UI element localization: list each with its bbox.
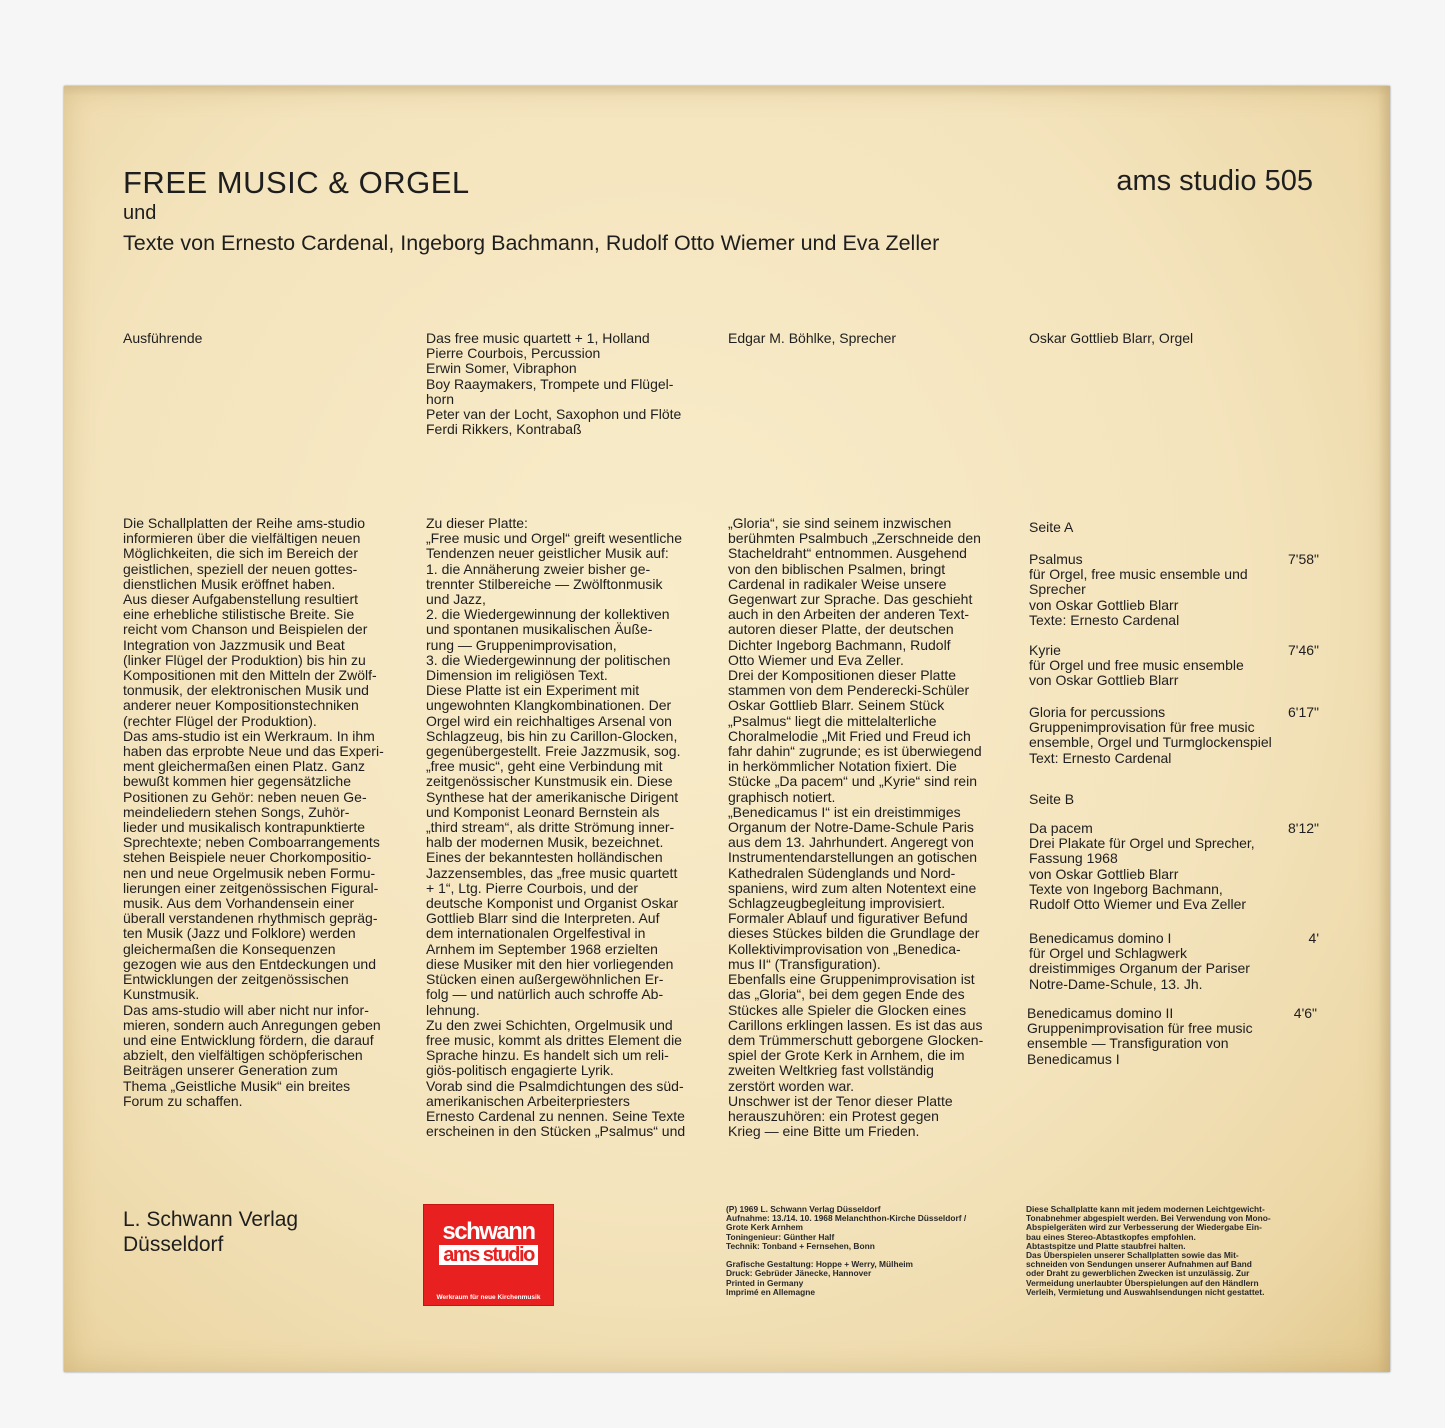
track-description: für Orgel, free music ensemble und Sprecher von Oskar Gottlieb Blarr Texte: Ernesto Cardenal [1029,566,1248,628]
track-title: Benedicamus domino II [1027,1005,1174,1021]
catalog-number: ams studio 505 [1116,165,1313,197]
liner-notes-col2: Zu dieser Platte: „Free music und Orgel“ greift wesentliche Tendenzen neuer geistlicher Musik auf: 1. die Annäherung zweier bisher ge- trennter Stilbereiche — Zwölftonmusik und Jazz, 2. die Wiedergewinnung der kollektiven und spontanen musikalischen Äuße- rung — Gruppenimprovisation, 3. die Wiedergewinnung der politischen Dimension im religiösen Text. Diese Platte ist ein Experiment mit ungewohnten Klangkombinationen. Der Orgel wird ein reichhaltiges Arsenal von Schlagzeug, bis hin zu Carillon-Glocken, gegenübergestellt. Freie Jazzmusik, sog. „free music“, geht eine Verbindung mit zeitgenössischer Kunstmusik ein. Diese Synthese hat der amerikanische Dirigent und Komponist Leonard Bernstein als „third stream“, als dritte Strömung inner- halb der modernen Musik, bezeichnet. Eines der bekanntesten holländischen Jazzensembles, das „free music quartett + 1“, Ltg. Pierre Courbois, und der deutsche Komponist und Organist Oskar Gottlieb Blarr sind die Interpreten. Auf dem internationalen Orgelfestival in Arnhem im September 1968 erzielten diese Musiker mit den hier vorliegenden Stücken einen außergewöhnlichen Er- folg — und natürlich auch schroffe Ab- lehnung. Zu den zwei Schichten, Orgelmusik und free music, kommt als drittes Element die Sprache hinzu. Es handelt sich um reli- giös-politisch engagierte Lyrik. Vorab sind die Psalmdichtungen des süd- amerikanischen Arbeiterpriesters Ernesto Cardenal zu nennen. Seine Texte erscheinen in den Stücken „Psalmus“ und [426,515,686,1140]
album-subtitle: Texte von Ernesto Cardenal, Ingeborg Bachmann, Rudolf Otto Wiemer und Eva Zeller [123,231,940,255]
performers-speaker: Edgar M. Böhlke, Sprecher [728,330,897,346]
side-b-heading: Seite B [1029,791,1075,807]
track-item [1029,705,1319,766]
logo-tagline: Werkraum für neue Kirchenmusik [436,1294,541,1301]
side-a-heading: Seite A [1029,519,1074,535]
track-duration: 8'12" [1287,820,1319,836]
track-item [1029,931,1319,992]
track-title: Benedicamus domino I [1029,930,1172,946]
title-conjunction: und [123,202,157,224]
liner-notes-col3: „Gloria“, sie sind seinem inzwischen berühmten Psalmbuch „Zerschneide den Stacheldraht“ entnommen. Ausgehend von den biblischen Psalmen, bringt Cardenal in radikaler Weise unsere Gegenwart zur Sprache. Das geschieht auch in den Arbeiten der anderen Text- autoren dieser Platte, der deutschen Dichter Ingeborg Bachmann, Rudolf Otto Wiemer und Eva Zeller. Drei der Kompositionen dieser Platte stammen von dem Penderecki-Schüler Oskar Gottlieb Blarr. Seinem Stück „Psalmus“ liegt die mittelalterliche Choralmelodie „Mit Fried und Freud ich fahr dahin“ zugrunde; es ist überwiegend in herkömmlicher Notation fixiert. Die Stücke „Da pacem“ und „Kyrie“ sind rein graphisch notiert. „Benedicamus I“ ist ein dreistimmiges Organum der Notre-Dame-Schule Paris aus dem 13. Jahrhundert. Angeregt von Instrumentendarstellungen an gotischen Kathedralen Südenglands und Nord- spaniens, wird zum alten Notentext eine Schlagzeugbegleitung improvisiert. Formaler Ablauf und figurativer Befund dieses Stückes bilden die Grundlage der Kollektivimprovisation von „Benedica- mus II“ (Transfiguration). Ebenfalls eine Gruppenimprovisation ist das „Gloria“, bei dem gegen Ende des Stückes alle Spieler die Glocken eines Carillons erklingen lassen. Es ist das aus dem Trümmerschutt geborgene Glocken- spiel der Grote Kerk in Arnhem, die im zweiten Weltkrieg fast vollständig zerstört worden war. Unschwer ist der Tenor dieser Platte herauszuhören: ein Protest gegen Krieg — eine Bitte um Frieden. [728,515,984,1140]
performers-organ: Oskar Gottlieb Blarr, Orgel [1029,330,1194,346]
album-back-cover [64,86,1390,1372]
track-description: Gruppenimprovisation für free music ensemble, Orgel und Turmglockenspiel Text: Ernesto Cardenal [1029,719,1272,766]
production-credits: (P) 1969 L. Schwann Verlag Düsseldorf Aufnahme: 13./14. 10. 1968 Melanchthon-Kirche Düsseldorf / Grote Kerk Arnhem Toningenieur: Günther Half Technik: Tonband + Fernsehen, Bonn Grafische Gestaltung: Hoppe + Werry, Mülheim Druck: Gebrüder Jänecke, Hannover Printed in Germany Imprimé en Allemagne [726,1204,967,1297]
track-description: Gruppenimprovisation für free music ensemble — Transfiguration von Benedicamus I [1027,1020,1253,1067]
logo-text-schwann: schwann [442,1218,535,1245]
track-duration: 6'17" [1287,704,1319,720]
track-title: Kyrie [1029,642,1061,658]
schwann-ams-studio-logo [423,1204,554,1306]
track-item [1029,821,1319,912]
track-duration: 7'58" [1287,551,1319,567]
track-duration: 4'6" [1293,1005,1317,1021]
logo-text-ams-studio: ams studio [439,1245,538,1265]
track-title: Da pacem [1029,820,1093,836]
track-description: Drei Plakate für Orgel und Sprecher, Fassung 1968 von Oskar Gottlieb Blarr Texte von Ingeborg Bachmann, Rudolf Otto Wiemer und Eva Zeller [1029,835,1255,913]
track-description: für Orgel und free music ensemble von Oskar Gottlieb Blarr [1029,657,1244,689]
performers-label: Ausführende [123,330,203,346]
playback-notice: Diese Schallplatte kann mit jedem modernen Leichtgewicht- Tonabnehmer abgespielt werden. Bei Verwendung von Mono- Abspielgeräten wird zur Verbesserung der Wiedergabe Ein- bau eines Stereo-Abtastkopfes empfohlen. Abtastspitze und Platte staubfrei halten. Das Überspielen unserer Schallplatten sowie das Mit- schneiden von Sendungen unserer Aufnahmen auf Band oder Draht zu gewerblichen Zwecken ist unzulässig. Zur Vermeidung unerlaubter Überspielungen auf den Händlern Verleih, Vermietung und Auswahlsendungen nicht gestattet. [1026,1204,1271,1297]
publisher-name: L. Schwann Verlag Düsseldorf [123,1208,299,1256]
performers-quartet: Das free music quartett + 1, Holland Pierre Courbois, Percussion Erwin Somer, Vibraphon Boy Raaymakers, Trompete und Flügel- horn Peter van der Locht, Saxophon und Flöte Ferdi Rikkers, Kontrabaß [426,330,682,438]
track-title: Gloria for percussions [1029,704,1166,720]
track-item [1027,1006,1317,1067]
track-item [1029,552,1319,628]
track-title: Psalmus [1029,551,1083,567]
track-duration: 7'46" [1287,642,1319,658]
liner-notes-col1: Die Schallplatten der Reihe ams-studio informieren über die vielfältigen neuen Möglichkeiten, die sich im Bereich der geistlichen, speziell der neuen gottes- dienstlichen Musik eröffnet haben. Aus dieser Aufgabenstellung resultiert eine erhebliche stilistische Breite. Sie reicht vom Chanson und Beispielen der Integration von Jazzmusik und Beat (linker Flügel der Produktion) bis hin zu Kompositionen mit den Mitteln der Zwölf- tonmusik, der elektronischen Musik und anderer neuer Kompositionstechniken (rechter Flügel der Produktion). Das ams-studio ist ein Werkraum. In ihm haben das erprobte Neue und das Experi- ment gleichermaßen einen Platz. Ganz bewußt kommen hier gegensätzliche Positionen zu Gehör: neben neuen Ge- meindeliedern stehen Songs, Zuhör- lieder und musikalisch kontrapunktierte Sprechtexte; neben Comboarrangements stehen Beispiele neuer Chorkompositio- nen und neue Orgelmusik neben Formu- lierungen einer zeitgenössischen Figural- musik. Aus dem Vorhandensein einer überall verstandenen rhythmisch gepräg- ten Musik (Jazz und Folklore) werden gleichermaßen die Konsequenzen gezogen wie aus den Entdeckungen und Entwicklungen der zeitgenössischen Kunstmusik. Das ams-studio will aber nicht nur infor- mieren, sondern auch Anregungen geben und eine Entwicklung fördern, die darauf abzielt, den vielfältigen schöpferischen Beiträgen unserer Generation zum Thema „Geistliche Musik“ ein breites Forum zu schaffen. [123,515,384,1109]
album-title: FREE MUSIC & ORGEL [123,165,470,200]
track-duration: 4' [1308,930,1319,946]
track-item [1029,643,1319,689]
track-description: für Orgel und Schlagwerk dreistimmiges Organum der Pariser Notre-Dame-Schule, 13. Jh. [1029,945,1250,992]
